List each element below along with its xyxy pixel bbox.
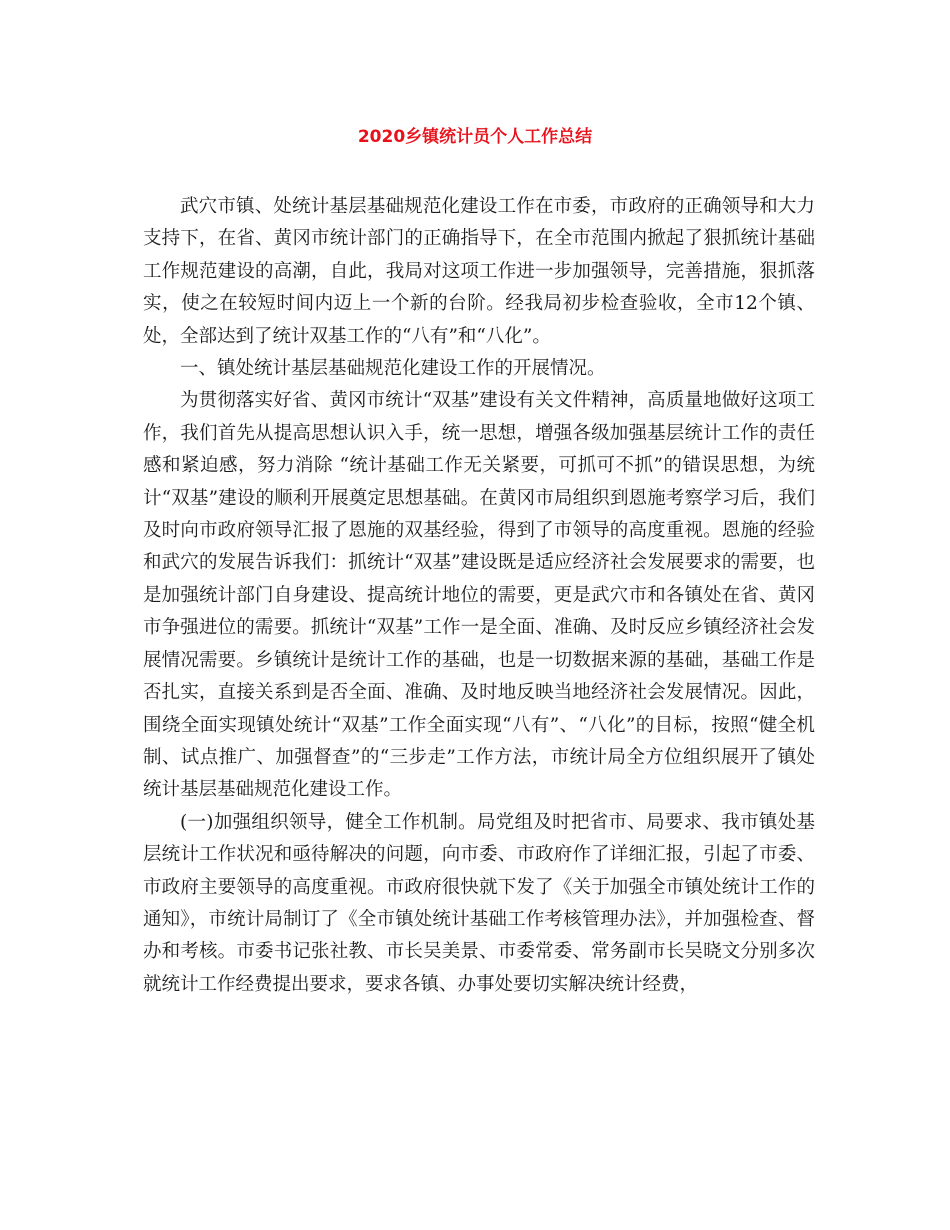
paragraph-section-1: 为贯彻落实好省、黄冈市统计“双基”建设有关文件精神，高质量地做好这项工作，我们首先从提高思想认识入手，统一思想，增强各级加强基层统计工作的责任感和紧迫感，努力消除 “统计基础工作无关紧要，可抓可不抓”的错误思想，为统计“双基”建设的顺利开展奠定思想基础。在黄冈市局组织到恩施考察学习后，我们及时向市政府领导汇报了恩施的双基经验，得到了市领导的高度重视。恩施的经验和武穴的发展告诉我们：抓统计“双基”建设既是适应经济社会发展要求的需要，也是加强统计部门自身建设、提高统计地位的需要，更是武穴市和各镇处在省、黄冈市争强进位的需要。抓统计“双基”工作一是全面、准确、及时反应乡镇经济社会发展情况需要。乡镇统计是统计工作的基础，也是一切数据来源的基础，基础工作是否扎实，直接关系到是否全面、准确、及时地反映当地经济社会发展情况。因此，围绕全面实现镇处统计“双基”工作全面实现“八有”、“八化”的目标，按照“健全机制、试点推广、加强督查”的“三步走”工作方法，市统计局全方位组织展开了镇处统计基层基础规范化建设工作。 [143, 390, 815, 801]
section-heading-1: 一、镇处统计基层基础规范化建设工作的开展情况。 [180, 358, 606, 380]
document-title: 2020乡镇统计员个人工作总结 [357, 127, 593, 147]
paragraph-intro: 武穴市镇、处统计基层基础规范化建设工作在市委，市政府的正确领导和大力支持下，在省、黄冈市统计部门的正确指导下，在全市范围内掀起了狠抓统计基础工作规范建设的高潮，自此，我局对这项工作进一步加强领导，完善措施，狠抓落实，使之在较短时间内迈上一个新的台阶。经我局初步检查验收，全市12个镇、处，全部达到了统计双基工作的“八有”和“八化”。 [143, 196, 815, 347]
document-body [143, 191, 815, 1001]
paragraph-subsection-1: (一)加强组织领导，健全工作机制。局党组及时把省市、局要求、我市镇处基层统计工作状况和亟待解决的问题，向市委、市政府作了详细汇报，引起了市委、市政府主要领导的高度重视。市政府很快就下发了《关于加强全市镇处统计工作的通知》，市统计局制订了《全市镇处统计基础工作考核管理办法》，并加强检查、督办和考核。市委书记张社教、市长吴美景、市委常委、常务副市长吴晓文分别多次就统计工作经费提出要求，要求各镇、办事处要切实解决统计经费， [143, 811, 815, 995]
